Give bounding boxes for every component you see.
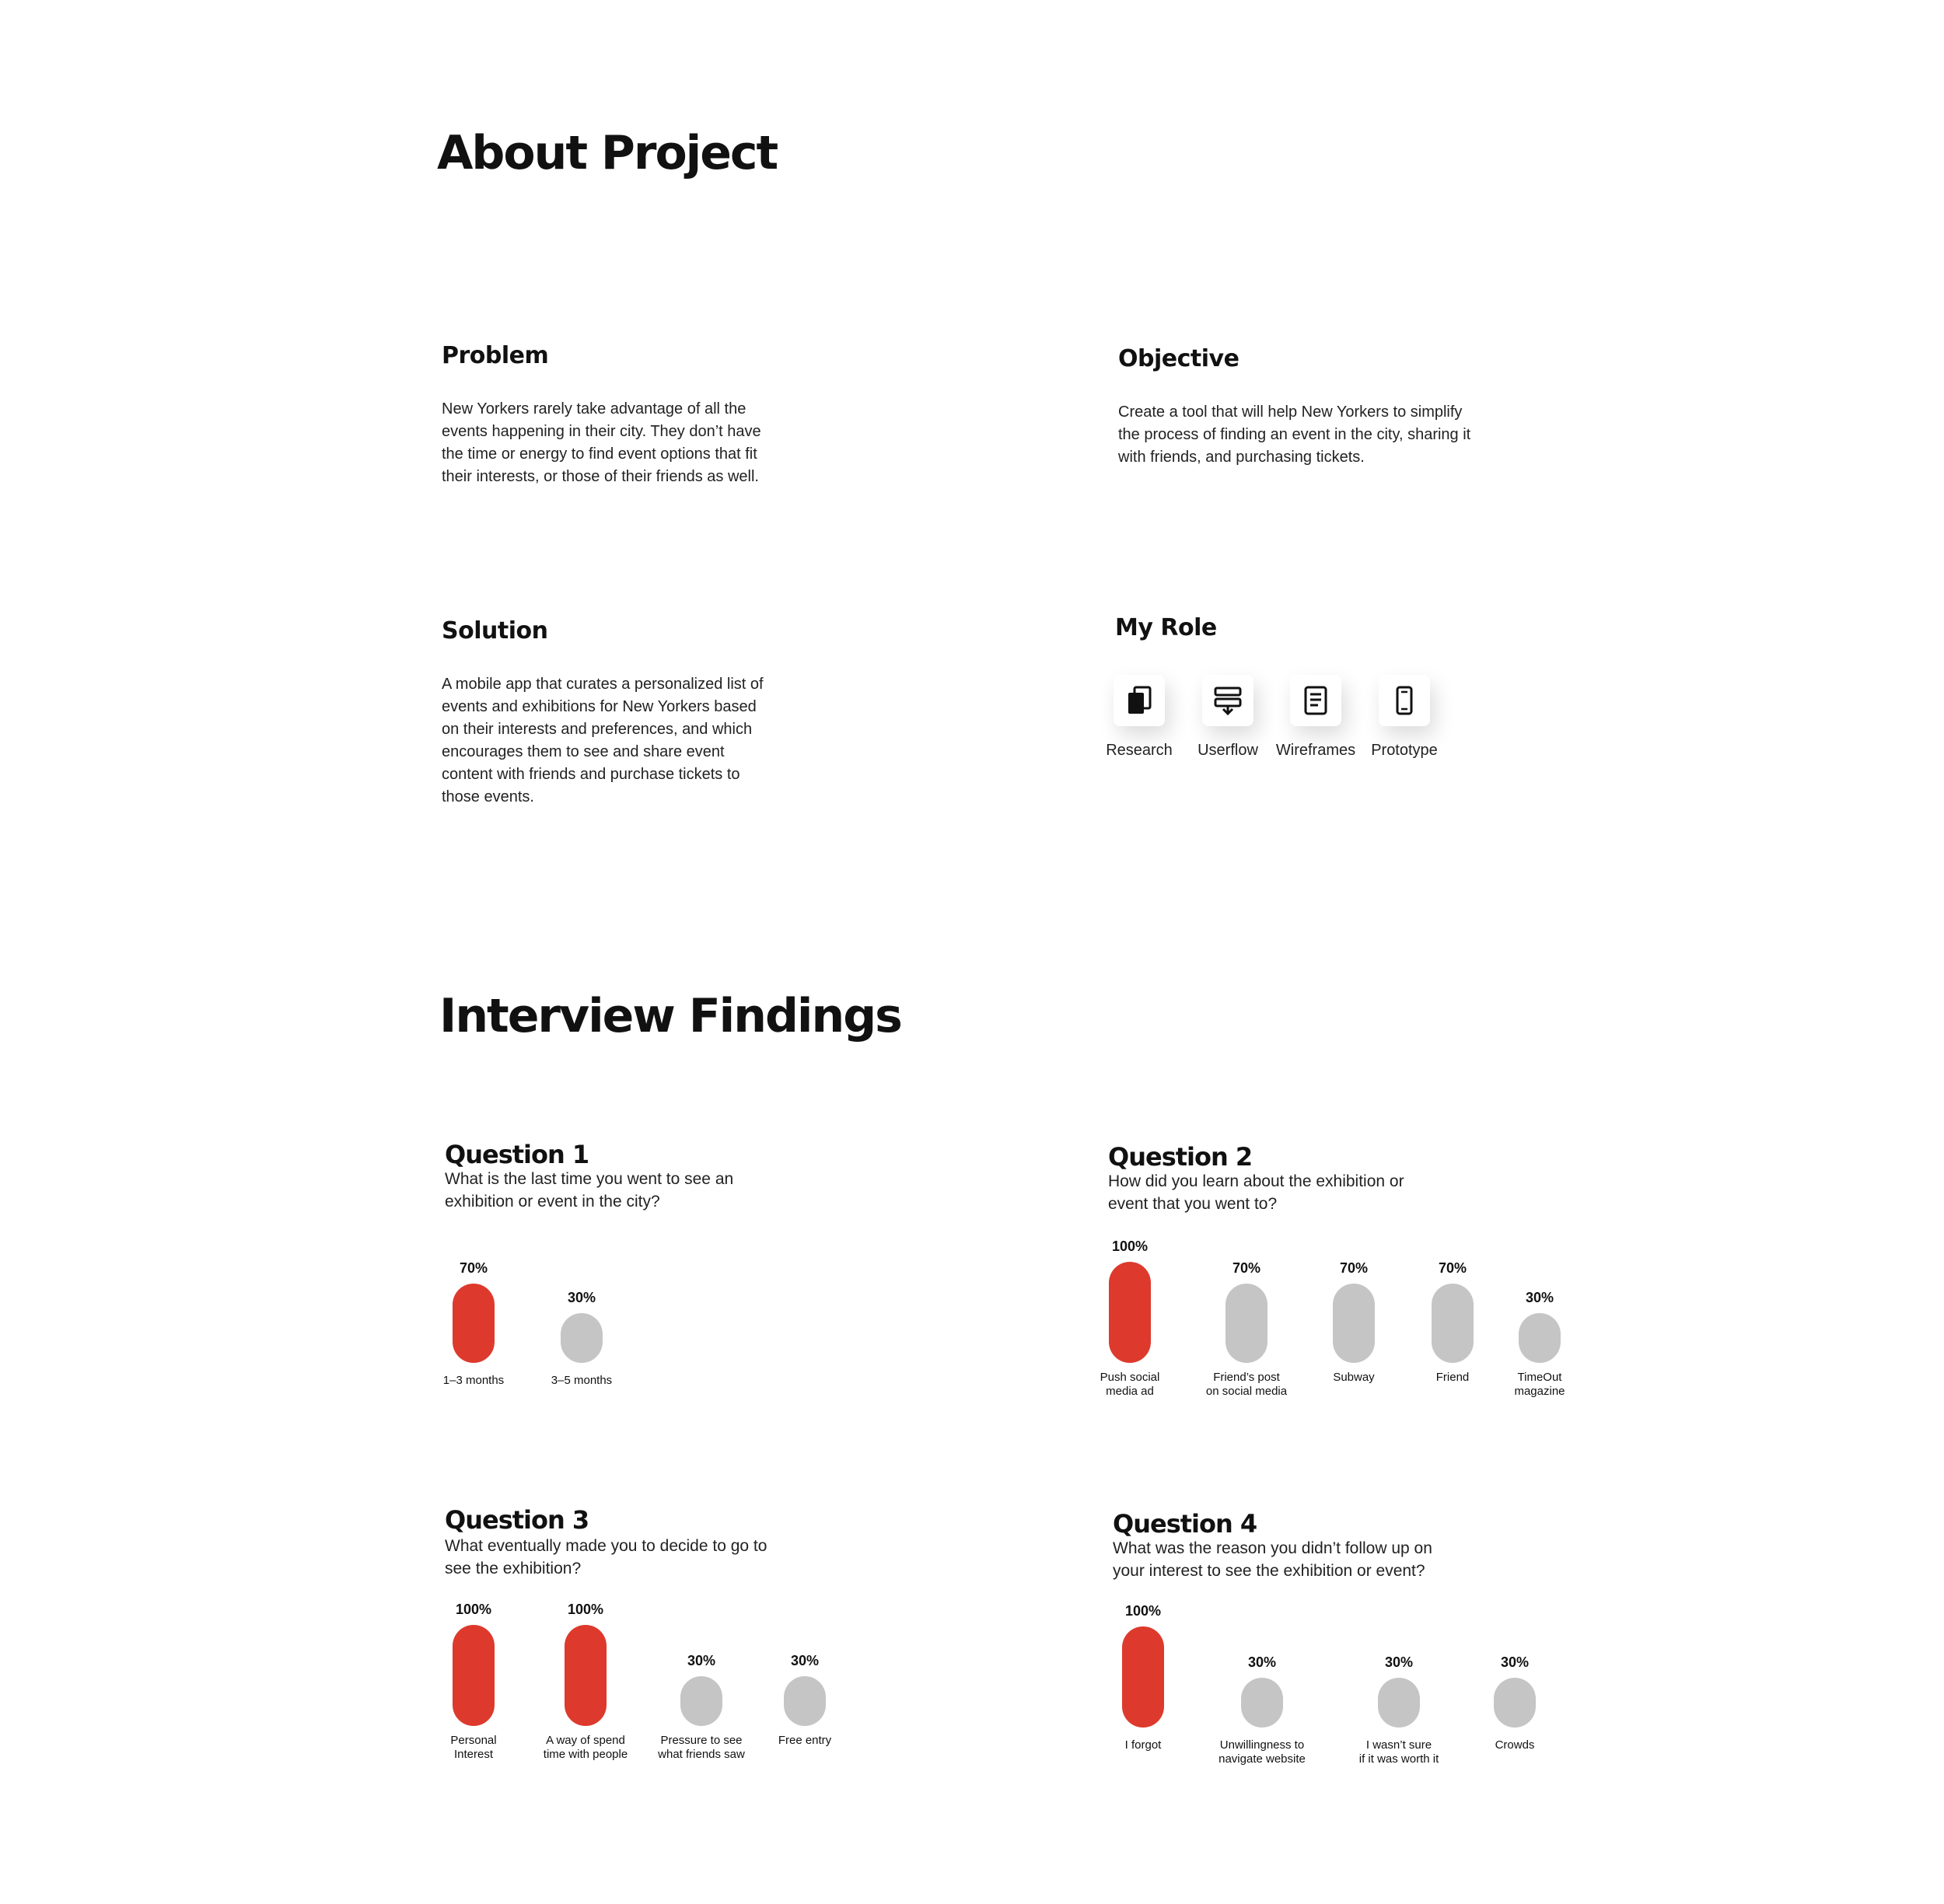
q3-question: What eventually made you to decide to go to see the exhibition? xyxy=(445,1537,767,1577)
role-label: Research xyxy=(1106,742,1173,759)
bar-value-label: 100% xyxy=(455,1602,492,1617)
role-label: Wireframes xyxy=(1275,742,1356,759)
bar-category-label: Crowds xyxy=(1495,1738,1535,1752)
chart-bar xyxy=(1333,1284,1375,1363)
problem-text: New Yorkers rarely take advantage of all the events happening in their city. They don’t have the time or energy to find event options that fit their interests, or those of their friends as well. xyxy=(442,400,761,485)
userflow-icon xyxy=(1202,675,1253,726)
chart-bar xyxy=(561,1313,603,1363)
role-prototype xyxy=(1362,675,1447,760)
wireframes-icon xyxy=(1290,675,1341,726)
research-icon xyxy=(1114,675,1165,726)
bar-value-label: 70% xyxy=(1438,1260,1467,1277)
chart-bar xyxy=(1494,1678,1536,1728)
q1-question: What is the last time you went to see an exhibition or event in the city? xyxy=(445,1170,734,1211)
role-userflow xyxy=(1185,675,1271,760)
bar-category-label: Free entry xyxy=(778,1734,832,1747)
chart-bar xyxy=(565,1625,607,1726)
chart-bar xyxy=(453,1284,495,1363)
chart-bar xyxy=(1432,1284,1474,1363)
chart-bar xyxy=(1122,1626,1164,1728)
q3-title: Question 3 xyxy=(445,1505,589,1535)
objective-text: Create a tool that will help New Yorkers to simplify the process of finding an event in the city, sharing it with friends, and purchasing tickets. xyxy=(1118,404,1471,466)
chart-bar xyxy=(1519,1313,1561,1363)
bar-category-label: I forgot xyxy=(1124,1738,1162,1752)
q1-title: Question 1 xyxy=(445,1140,589,1169)
q2-title: Question 2 xyxy=(1108,1142,1253,1172)
chart-bar xyxy=(1378,1678,1420,1728)
bar-category-label: 1–3 months xyxy=(442,1374,505,1387)
findings-title: Interview Findings xyxy=(439,989,901,1043)
q4-question: What was the reason you didn’t follow up on your interest to see the exhibition or event? xyxy=(1113,1539,1432,1580)
problem-heading: Problem xyxy=(442,342,549,369)
bar-category-label: Personal Interest xyxy=(450,1734,497,1761)
chart-bar xyxy=(680,1676,722,1726)
solution-text: A mobile app that curates a personalized list of events and exhibitions for New Yorkers based on their interests and preferences, and which encourages them to see and share event content with friends and purchase tickets to those events. xyxy=(442,676,764,805)
role-label: Prototype xyxy=(1371,742,1438,759)
bar-value-label: 30% xyxy=(567,1290,596,1305)
bar-value-label: 70% xyxy=(1339,1260,1369,1277)
bar-category-label: Friend’s post on social media xyxy=(1205,1371,1288,1398)
role-research xyxy=(1096,675,1182,760)
bar-category-label: Pressure to see what friends saw xyxy=(658,1734,745,1761)
bar-category-label: Unwillingness to navigate website xyxy=(1218,1738,1306,1766)
bar-value-label: 30% xyxy=(790,1653,820,1668)
objective-heading: Objective xyxy=(1118,345,1239,372)
bar-category-label: Friend xyxy=(1435,1371,1470,1384)
q4-title: Question 4 xyxy=(1113,1509,1257,1539)
bar-category-label: I wasn’t sure if it was worth it xyxy=(1358,1738,1439,1766)
bar-category-label: Push social media ad xyxy=(1100,1371,1160,1398)
chart-bar xyxy=(1109,1262,1151,1363)
solution-heading: Solution xyxy=(442,617,548,645)
about-title: About Project xyxy=(437,126,778,180)
bar-value-label: 70% xyxy=(459,1260,488,1277)
bar-category-label: 3–5 months xyxy=(551,1374,613,1387)
bar-value-label: 30% xyxy=(1384,1654,1414,1670)
chart-bar xyxy=(784,1676,826,1726)
q2-question: How did you learn about the exhibition or event that you went to? xyxy=(1108,1172,1404,1213)
bar-value-label: 30% xyxy=(1247,1654,1277,1670)
bar-value-label: 30% xyxy=(687,1653,716,1668)
role-heading: My Role xyxy=(1115,614,1217,641)
bar-value-label: 100% xyxy=(567,1602,604,1617)
bar-value-label: 100% xyxy=(1124,1603,1162,1619)
bar-category-label: Subway xyxy=(1333,1371,1375,1384)
chart-bar xyxy=(1241,1678,1283,1728)
role-label: Userflow xyxy=(1198,742,1258,759)
chart-bar xyxy=(1225,1284,1267,1363)
bar-value-label: 70% xyxy=(1232,1260,1261,1277)
prototype-icon xyxy=(1379,675,1430,726)
bar-value-label: 100% xyxy=(1111,1238,1149,1254)
bar-value-label: 30% xyxy=(1525,1290,1554,1305)
bar-category-label: TimeOut magazine xyxy=(1514,1371,1565,1398)
chart-bar xyxy=(453,1625,495,1726)
role-wireframes xyxy=(1273,675,1358,760)
bar-value-label: 30% xyxy=(1500,1654,1530,1670)
bar-category-label: A way of spend time with people xyxy=(543,1734,628,1761)
